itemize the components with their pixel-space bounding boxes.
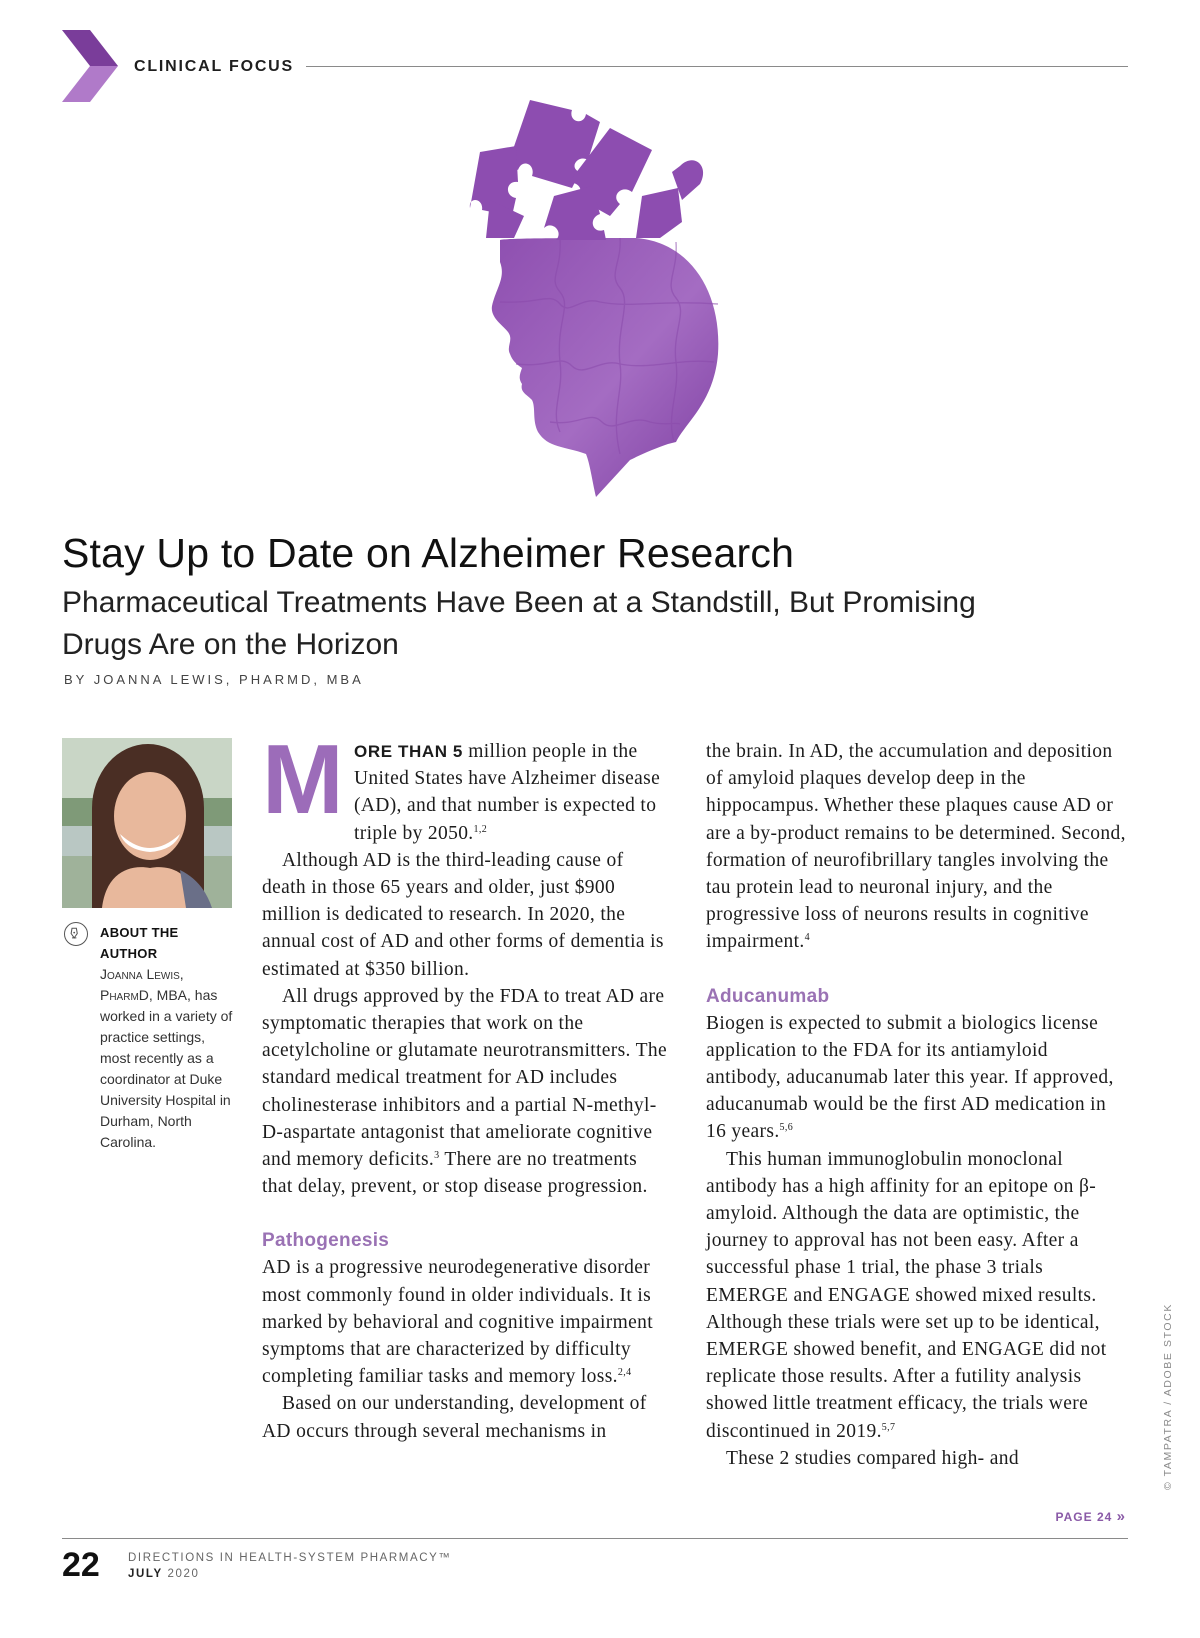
continued-label: PAGE 24 (1055, 1510, 1113, 1524)
section-label: CLINICAL FOCUS (134, 58, 295, 75)
publication-name: DIRECTIONS IN HEALTH-SYSTEM PHARMACY™ (128, 1552, 452, 1564)
body-column-2 (706, 738, 1126, 1472)
article-subtitle: Pharmaceutical Treatments Have Been at a Standstill, But Promising Drugs Are on the Horizon (62, 586, 976, 661)
citation: 1,2 (473, 823, 488, 835)
chevron-right-icon (62, 30, 118, 102)
author-photo (62, 738, 232, 908)
citation: 2,4 (617, 1367, 632, 1379)
paragraph: All drugs approved by the FDA to treat AD are symptomatic therapies that work on the acetylcholine or glutamate neurotransmitters. The standard medical treatment for AD includes cholinesterase inhibitors and a partial N-methyl-D-aspartate antagonist that ameliorate cognitive and memory deficits.$^3$ There are no treatments that delay, prevent, or stop disease progression. (262, 985, 668, 1198)
author-bio-text: , has worked in a variety of practice settings, most recently as a coordinator at Duke University Hospital in Durham, North Carolina. (100, 987, 233, 1150)
author-bio (100, 922, 236, 1153)
paragraph: the brain. In AD, the accumulation and deposition of amyloid plaques develop deep in the hippocampus. Whether these plaques cause AD or are a by-product remains to be determined. Second, formation of neurofibrillary tangles involving the tau protein lead to neuronal injury, and the progressive loss of neurons results in cognitive impairment.$^4$ (706, 741, 1126, 953)
section-heading-aducanumab: Aducanumab (706, 985, 830, 1007)
continued-link[interactable] (1056, 1508, 1127, 1525)
byline: BY JOANNA LEWIS, PHARMD, MBA (64, 672, 364, 687)
citation: 4 (804, 932, 810, 944)
section-heading-pathogenesis: Pathogenesis (262, 1230, 390, 1252)
page-number: 22 (62, 1546, 100, 1584)
author-heading: ABOUT THE AUTHOR (100, 925, 179, 961)
body-column-1 (262, 724, 672, 1445)
paragraph: Although AD is the third-leading cause of death in those 65 years and older, just $900 million is dedicated to research. In 2020, the annual cost of AD and other forms of dementia is estimated at $350 billion. (262, 849, 664, 980)
footer-divider (62, 1538, 1128, 1539)
paragraph: Based on our understanding, development of AD occurs through several mechanisms in (262, 1393, 647, 1442)
citation: 5,6 (779, 1122, 794, 1134)
paragraph: Biogen is expected to submit a biologics license application to the FDA for its antiamyloid antibody, aducanumab later this year. If approved, aducanumab would be the first AD medication in 16 years.$^{5,6}$ (706, 1012, 1114, 1143)
paragraph: This human immunoglobulin monoclonal antibody has a high affinity for an epitope on β-amyloid. Although the data are optimistic, the journey to approval has not been easy. After a successful phase 1 trial, the phase 3 trials EMERGE and ENGAGE showed mixed results. Although these trials were set up to be identical, EMERGE showed benefit, and ENGAGE did not replicate those results. After a futility analysis showed little treatment efficacy, the trials were discontinued in 2019.$^{5,7}$ (706, 1148, 1107, 1442)
author-name: Joanna Lewis, PharmD, MBA (100, 966, 188, 1003)
citation: 3 (434, 1150, 440, 1162)
article-title: Stay Up to Date on Alzheimer Research (62, 530, 795, 576)
photo-credit: © TAMPATRA / ADOBE STOCK (1162, 1303, 1174, 1490)
pen-nib-icon (64, 922, 88, 946)
paragraph: These 2 studies compared high- and (726, 1447, 1019, 1469)
issue-date: JULY 2020 (128, 1568, 200, 1580)
paragraph: MORE THAN 5 million people in the United States have Alzheimer disease (AD), and that number is expected to triple by 2050.$^{1,2}$ (262, 724, 661, 844)
paragraph: AD is a progressive neurodegenerative disorder most commonly found in older individuals. It is marked by behavioral and cognitive impairment symptoms that are characterized by difficulty completing familiar tasks and memory loss.$^{2,4}$ (262, 1257, 654, 1388)
header-divider (306, 66, 1128, 67)
double-chevron-right-icon: » (1116, 1508, 1126, 1525)
drop-cap: M (262, 724, 344, 834)
citation: 5,7 (881, 1421, 896, 1433)
puzzle-head-illustration (460, 92, 760, 512)
lead-in: ORE THAN 5 (354, 742, 463, 761)
